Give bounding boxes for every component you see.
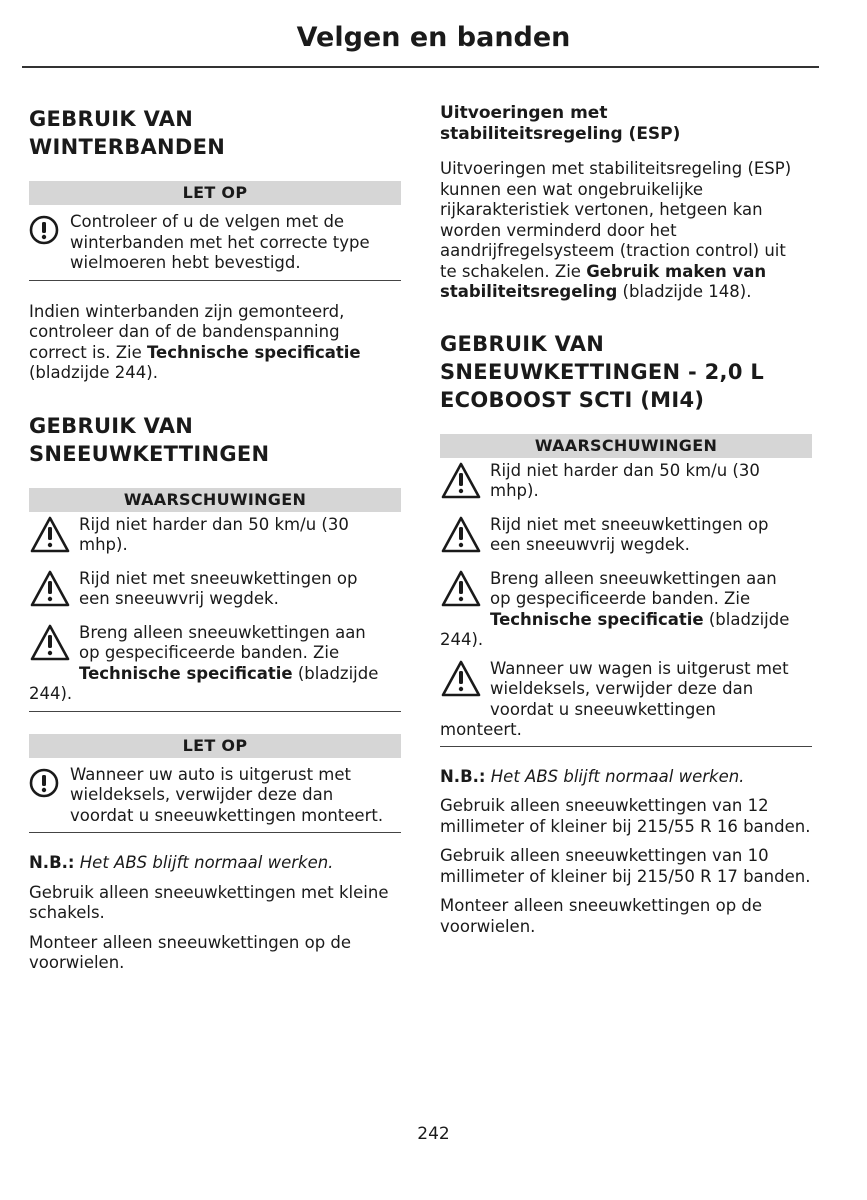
note-label: N.B.:	[440, 766, 486, 786]
header-divider	[22, 66, 819, 68]
winter-caution-box	[29, 181, 401, 281]
note-label: N.B.:	[29, 853, 75, 872]
cross-reference-link[interactable]: Gebruik maken van	[586, 261, 767, 281]
paragraph-line: voorwielen.	[440, 916, 536, 936]
warning-line: mhp).	[490, 481, 539, 500]
note	[440, 767, 812, 788]
caution-line: voordat u sneeuwkettingen monteert.	[70, 805, 384, 825]
winter-heading	[29, 105, 401, 161]
caution-item	[29, 212, 401, 274]
esp-heading-line-2: stabiliteitsregeling (ESP)	[440, 124, 681, 144]
text-run: correct is. Zie	[29, 342, 147, 362]
warning-item	[440, 569, 812, 651]
paragraph-line: Uitvoeringen met stabiliteitsregeling (ESP)	[440, 159, 792, 178]
left-column	[29, 103, 401, 974]
caution-line: wielmoeren hebt bevestigd.	[70, 253, 301, 272]
paragraph-line: Monteer alleen sneeuwkettingen op de	[440, 896, 763, 915]
warning-line: Wanneer uw wagen is uitgerust met	[490, 658, 789, 678]
caution-line: winterbanden met het correcte type	[70, 232, 370, 252]
esp-paragraph	[440, 159, 812, 303]
warning-line: Rijd niet met sneeuwkettingen op	[79, 568, 358, 588]
chains-heading	[29, 412, 401, 468]
paragraph-line: Gebruik alleen sneeuwkettingen van 10	[440, 846, 769, 865]
caution-line: wieldeksels, verwijder deze dan	[70, 785, 334, 804]
warning-line: op gespecificeerde banden. Zie	[490, 589, 751, 608]
paragraph-line	[440, 282, 812, 303]
esp-heading	[440, 103, 812, 145]
warning-item	[440, 461, 812, 502]
chains2-heading	[440, 330, 812, 414]
cross-reference-link[interactable]: Technische specificatie	[79, 663, 293, 683]
right-column	[440, 103, 812, 937]
cross-reference-link[interactable]: Technische specificatie	[490, 609, 704, 629]
warning-line: wieldeksels, verwijder deze dan	[490, 679, 754, 698]
paragraph-line: voorwielen.	[29, 953, 125, 972]
exclamation-circle-icon	[29, 768, 59, 798]
caution-line: Wanneer uw auto is uitgerust met	[70, 764, 351, 784]
paragraph-line: millimeter of kleiner bij 215/55 R 16 banden.	[440, 816, 811, 836]
paragraph-line: rijkarakteristiek vertonen, hetgeen kan	[440, 200, 763, 219]
warning-line: een sneeuwvrij wegdek.	[490, 535, 690, 554]
caution-line: Controleer of u de velgen met de	[70, 212, 345, 231]
exclamation-circle-icon	[29, 215, 59, 245]
paragraph-line: kunnen een wat ongebruikelijke	[440, 179, 704, 199]
paragraph-line: millimeter of kleiner bij 215/50 R 17 banden.	[440, 866, 811, 886]
warning-bar: WAARSCHUWINGEN	[440, 434, 812, 458]
chains-heading-line-1: GEBRUIK VAN	[29, 413, 194, 438]
warning-triangle-icon	[440, 461, 482, 501]
text-run: (bladzijde 148).	[617, 282, 752, 301]
note-text: Het ABS blijft normaal werken.	[74, 853, 334, 872]
chains2-paragraph	[440, 846, 812, 887]
chains-paragraph	[29, 933, 401, 974]
chains2-paragraph	[440, 896, 812, 937]
paragraph-line: aandrijfregelsysteem (traction control) uit	[440, 241, 786, 260]
warning-item	[29, 569, 401, 610]
warning-triangle-icon	[440, 515, 482, 555]
warning-triangle-icon	[440, 569, 482, 609]
chains2-paragraph	[440, 796, 812, 837]
page-header-title: Velgen en banden	[296, 22, 571, 53]
warning-line: Rijd niet harder dan 50 km/u (30	[79, 514, 349, 534]
paragraph-line: controleer dan of de bandenspanning	[29, 322, 340, 341]
warning-line	[79, 664, 401, 685]
page-number: 242	[417, 1124, 450, 1144]
cross-reference-link[interactable]: Technische specificatie	[146, 342, 361, 362]
warning-bar: WAARSCHUWINGEN	[29, 488, 401, 512]
warning-line: voordat u sneeuwkettingen	[490, 699, 716, 719]
warning-item	[440, 659, 812, 741]
text-run: (bladzijde	[292, 663, 379, 683]
chains-caution-box	[29, 734, 401, 834]
warning-line	[490, 610, 812, 631]
warning-item	[440, 515, 812, 556]
warning-line: Breng alleen sneeuwkettingen aan	[79, 622, 366, 642]
paragraph-line: Monteer alleen sneeuwkettingen op de	[29, 932, 352, 952]
warning-line: Breng alleen sneeuwkettingen aan	[490, 568, 777, 588]
winter-heading-line-1: GEBRUIK VAN	[29, 107, 194, 131]
warning-item	[29, 515, 401, 556]
warning-line: 244).	[440, 630, 484, 649]
cross-reference-link[interactable]: stabiliteitsregeling	[440, 282, 618, 301]
caution-bar: LET OP	[29, 181, 401, 205]
chains2-heading-line: ECOBOOST SCTI (MI4)	[440, 387, 705, 412]
paragraph-line	[29, 343, 401, 364]
text-run: (bladzijde	[703, 609, 790, 629]
paragraph-line: worden verminderd door het	[440, 220, 677, 240]
warning-triangle-icon	[29, 515, 71, 555]
paragraph-line: (bladzijde 244).	[29, 363, 158, 382]
warning-triangle-icon	[440, 659, 482, 699]
warning-line: Rijd niet harder dan 50 km/u (30	[490, 460, 760, 480]
chains-warning-box	[29, 488, 401, 712]
warning-line: monteert.	[440, 720, 522, 739]
chains-heading-line-2: SNEEUWKETTINGEN	[29, 441, 270, 466]
note	[29, 853, 401, 874]
esp-heading-line-1: Uitvoeringen met	[440, 103, 608, 123]
warning-item	[29, 623, 401, 705]
warning-line: op gespecificeerde banden. Zie	[79, 643, 340, 662]
chains2-warning-box	[440, 434, 812, 747]
caution-bar: LET OP	[29, 734, 401, 758]
warning-line: een sneeuwvrij wegdek.	[79, 589, 279, 608]
paragraph-line: Indien winterbanden zijn gemonteerd,	[29, 301, 345, 321]
caution-item	[29, 765, 401, 827]
warning-triangle-icon	[29, 569, 71, 609]
winter-paragraph	[29, 302, 401, 384]
warning-line: mhp).	[79, 535, 128, 554]
warning-line: Rijd niet met sneeuwkettingen op	[490, 514, 769, 534]
chains-paragraph	[29, 883, 401, 924]
warning-line: 244).	[29, 684, 73, 703]
chains2-heading-line: GEBRUIK VAN	[440, 331, 605, 356]
paragraph-line: Gebruik alleen sneeuwkettingen van 12	[440, 796, 769, 815]
paragraph-line: schakels.	[29, 903, 105, 922]
text-run: te schakelen. Zie	[440, 261, 587, 281]
paragraph-line	[440, 262, 812, 283]
warning-triangle-icon	[29, 623, 71, 663]
winter-heading-line-2: WINTERBANDEN	[29, 135, 226, 159]
paragraph-line: Gebruik alleen sneeuwkettingen met kleine	[29, 882, 389, 902]
note-text: Het ABS blijft normaal werken.	[485, 766, 745, 786]
chains2-heading-line: SNEEUWKETTINGEN - 2,0 L	[440, 359, 765, 384]
